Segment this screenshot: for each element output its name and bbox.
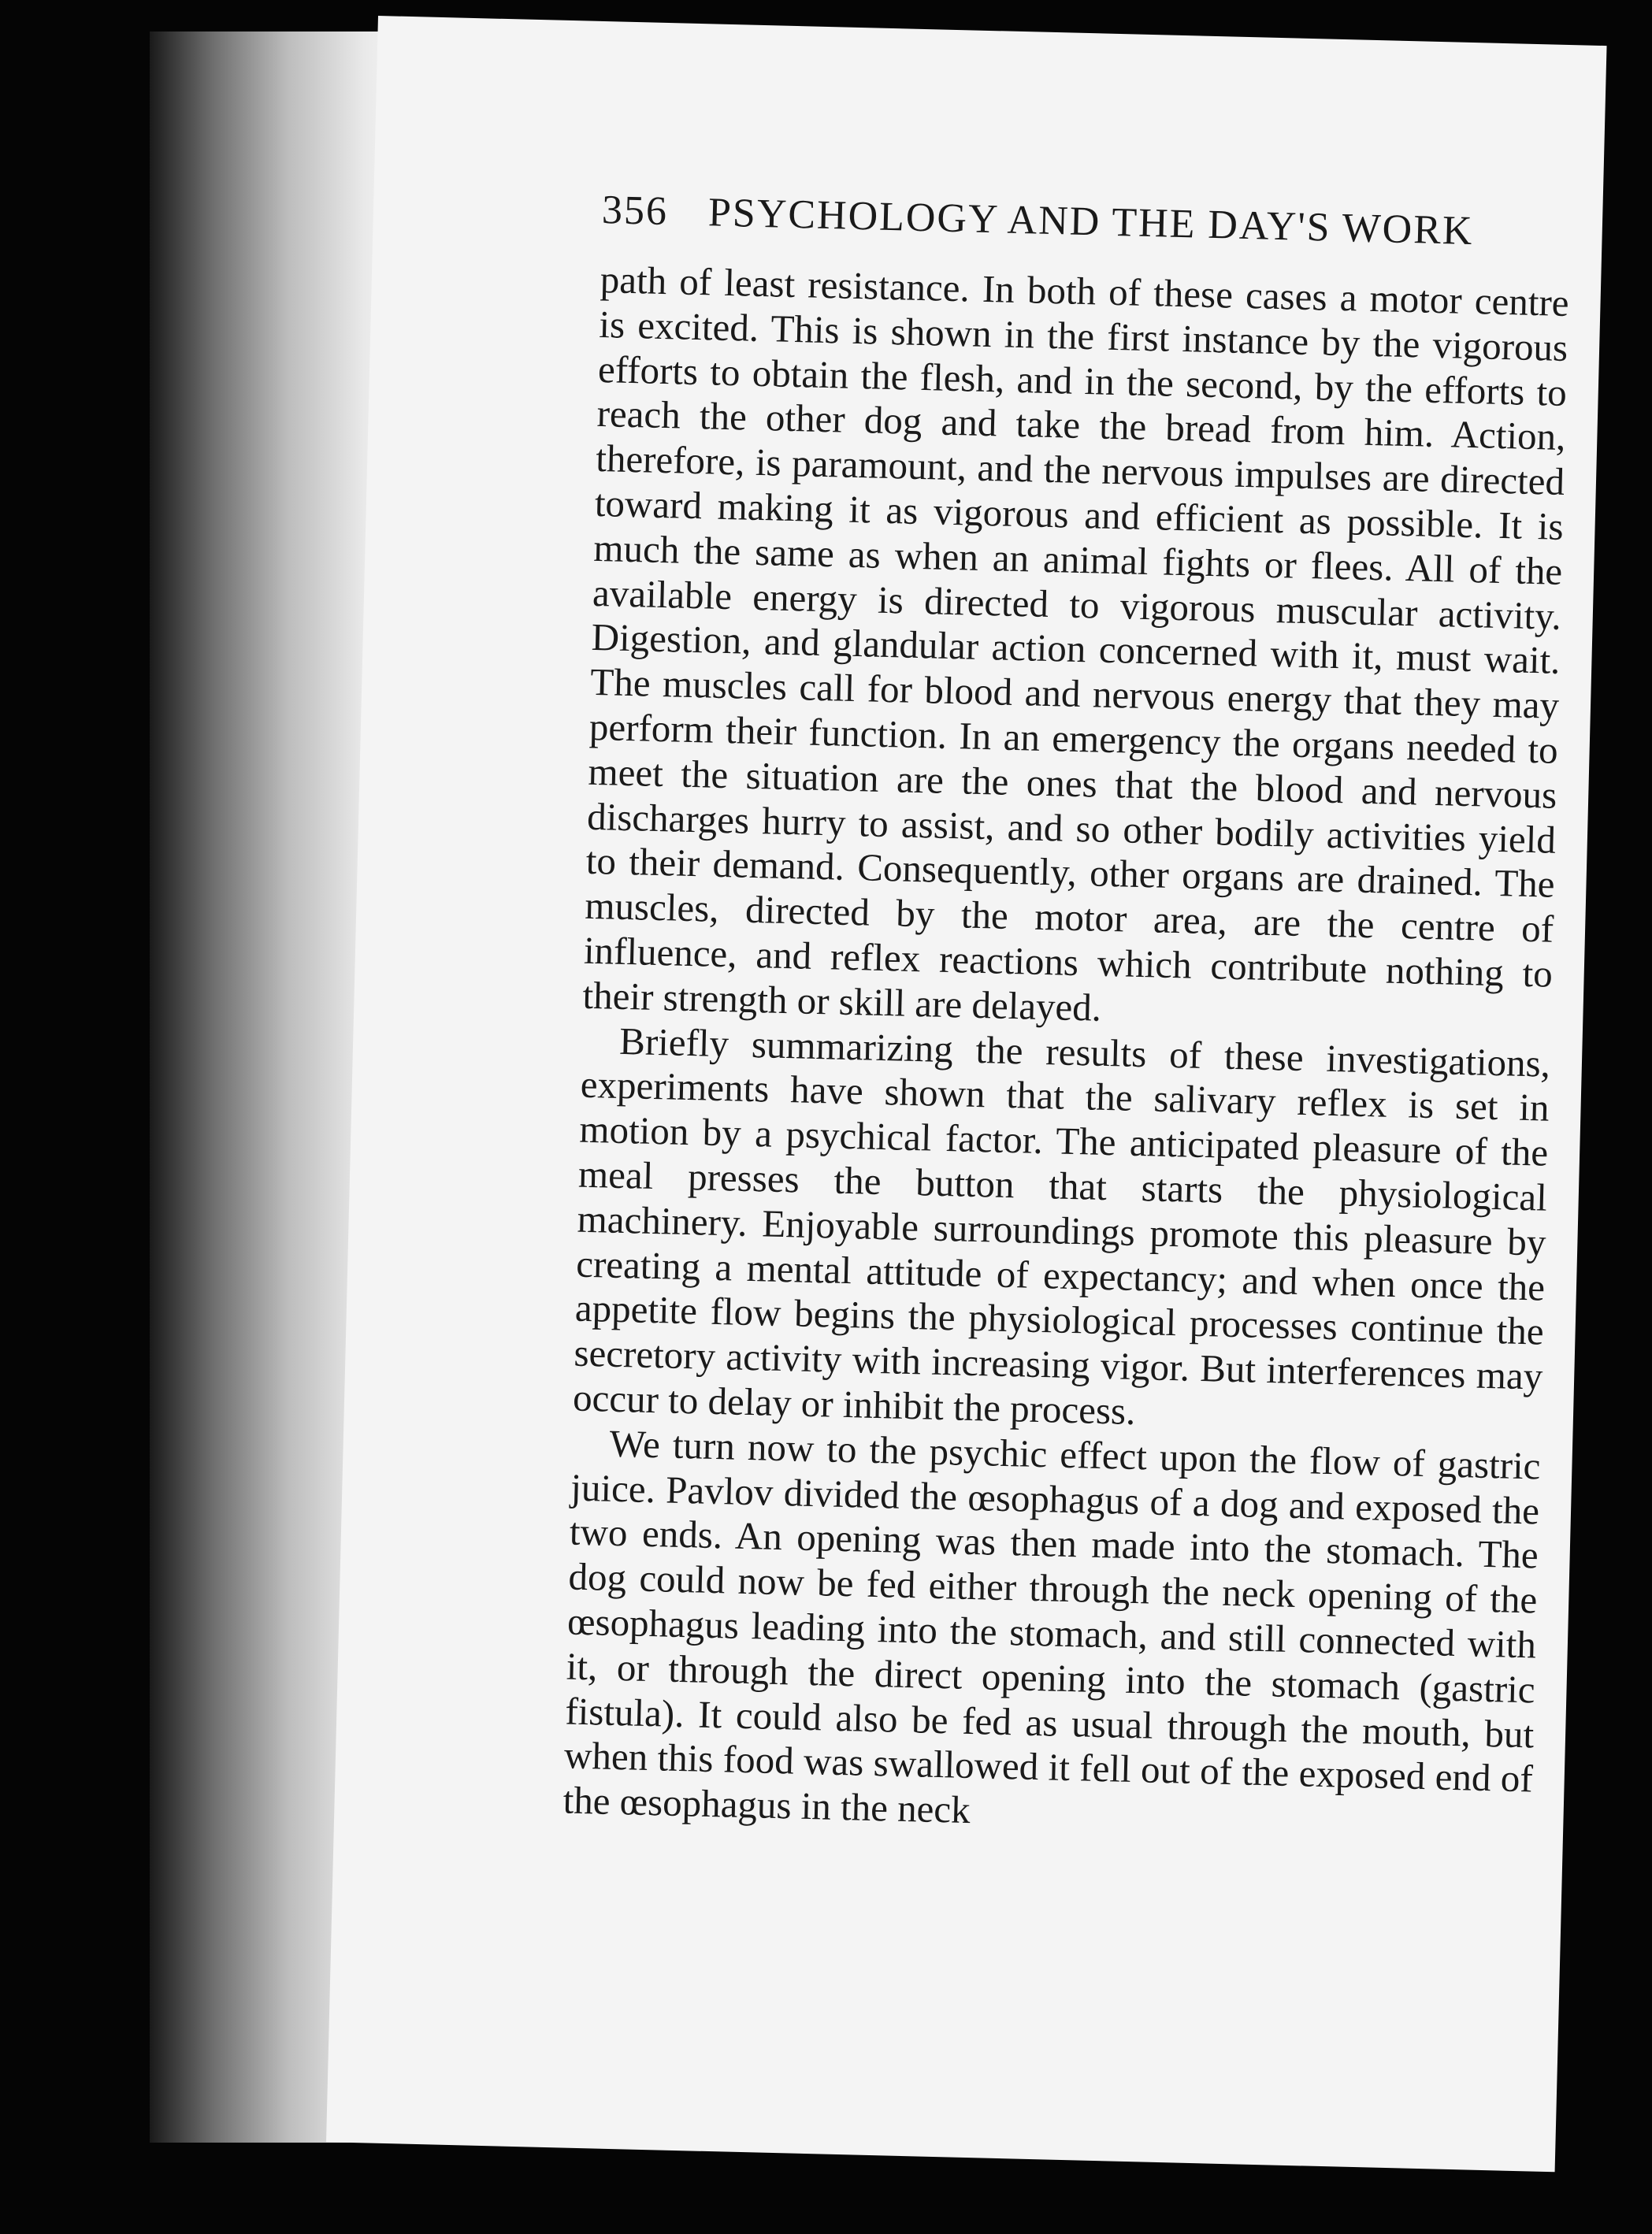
book-page — [326, 16, 1607, 2172]
paragraph-2: Briefly summarizing the results of these investigations, experiments have shown that the salivary reflex is set in motion by a psychical factor. The anticipated pleasure of the meal presses the button that starts the physiological machinery. Enjoyable surroundings promote this pleasure by creating a mental attitude of expectancy; and when once the appetite flow begins the physiological processes continue the secretory activity with increasing vigor. But interferences may occur to delay or inhibit the process. — [572, 1019, 1551, 1433]
page-number: 356 — [601, 187, 669, 235]
body-text — [562, 258, 1569, 1846]
paragraph-1: path of least resistance. In both of these cases a motor centre is excited. This is shown in the first instance by the vigorous efforts to obtain the flesh, and in the second, by the efforts to reach the other dog and take the bread from him. Action, therefore, is paramount, and the nervous impulses are directed toward making it as vigorous and efficient as possible. It is much the same as when an animal fights or flees. All of the available energy is directed to vigorous muscular activity. Digestion, and glandular action concerned with it, must wait. The muscles call for blood and nervous energy that they may perform their function. In an emergency the organs needed to meet the situation are the ones that the blood and nervous discharges hurry to assist, and so other bodily activities yield to their demand. Consequently, other organs are drained. The muscles, directed by the motor area, are the centre of influence, and reflex reactions which contribute nothing to their strength or skill are delayed. — [582, 257, 1570, 1030]
page-content — [562, 187, 1587, 1847]
paragraph-3: We turn now to the psychic effect upon the flow of gastric juice. Pavlov divided the œsophagus of a dog and exposed the two ends. An opening was then made into the stomach. The dog could now be fed either through the neck opening of the œsophagus leading into the stomach, and still connected with it, or through the direct opening into the stomach (gastric fistula). It could also be fed as usual through the mouth, but when this food was swallowed it fell out of the exposed end of the œsophagus in the neck — [562, 1421, 1542, 1832]
running-title: PSYCHOLOGY AND THE DAY'S WORK — [707, 190, 1475, 254]
